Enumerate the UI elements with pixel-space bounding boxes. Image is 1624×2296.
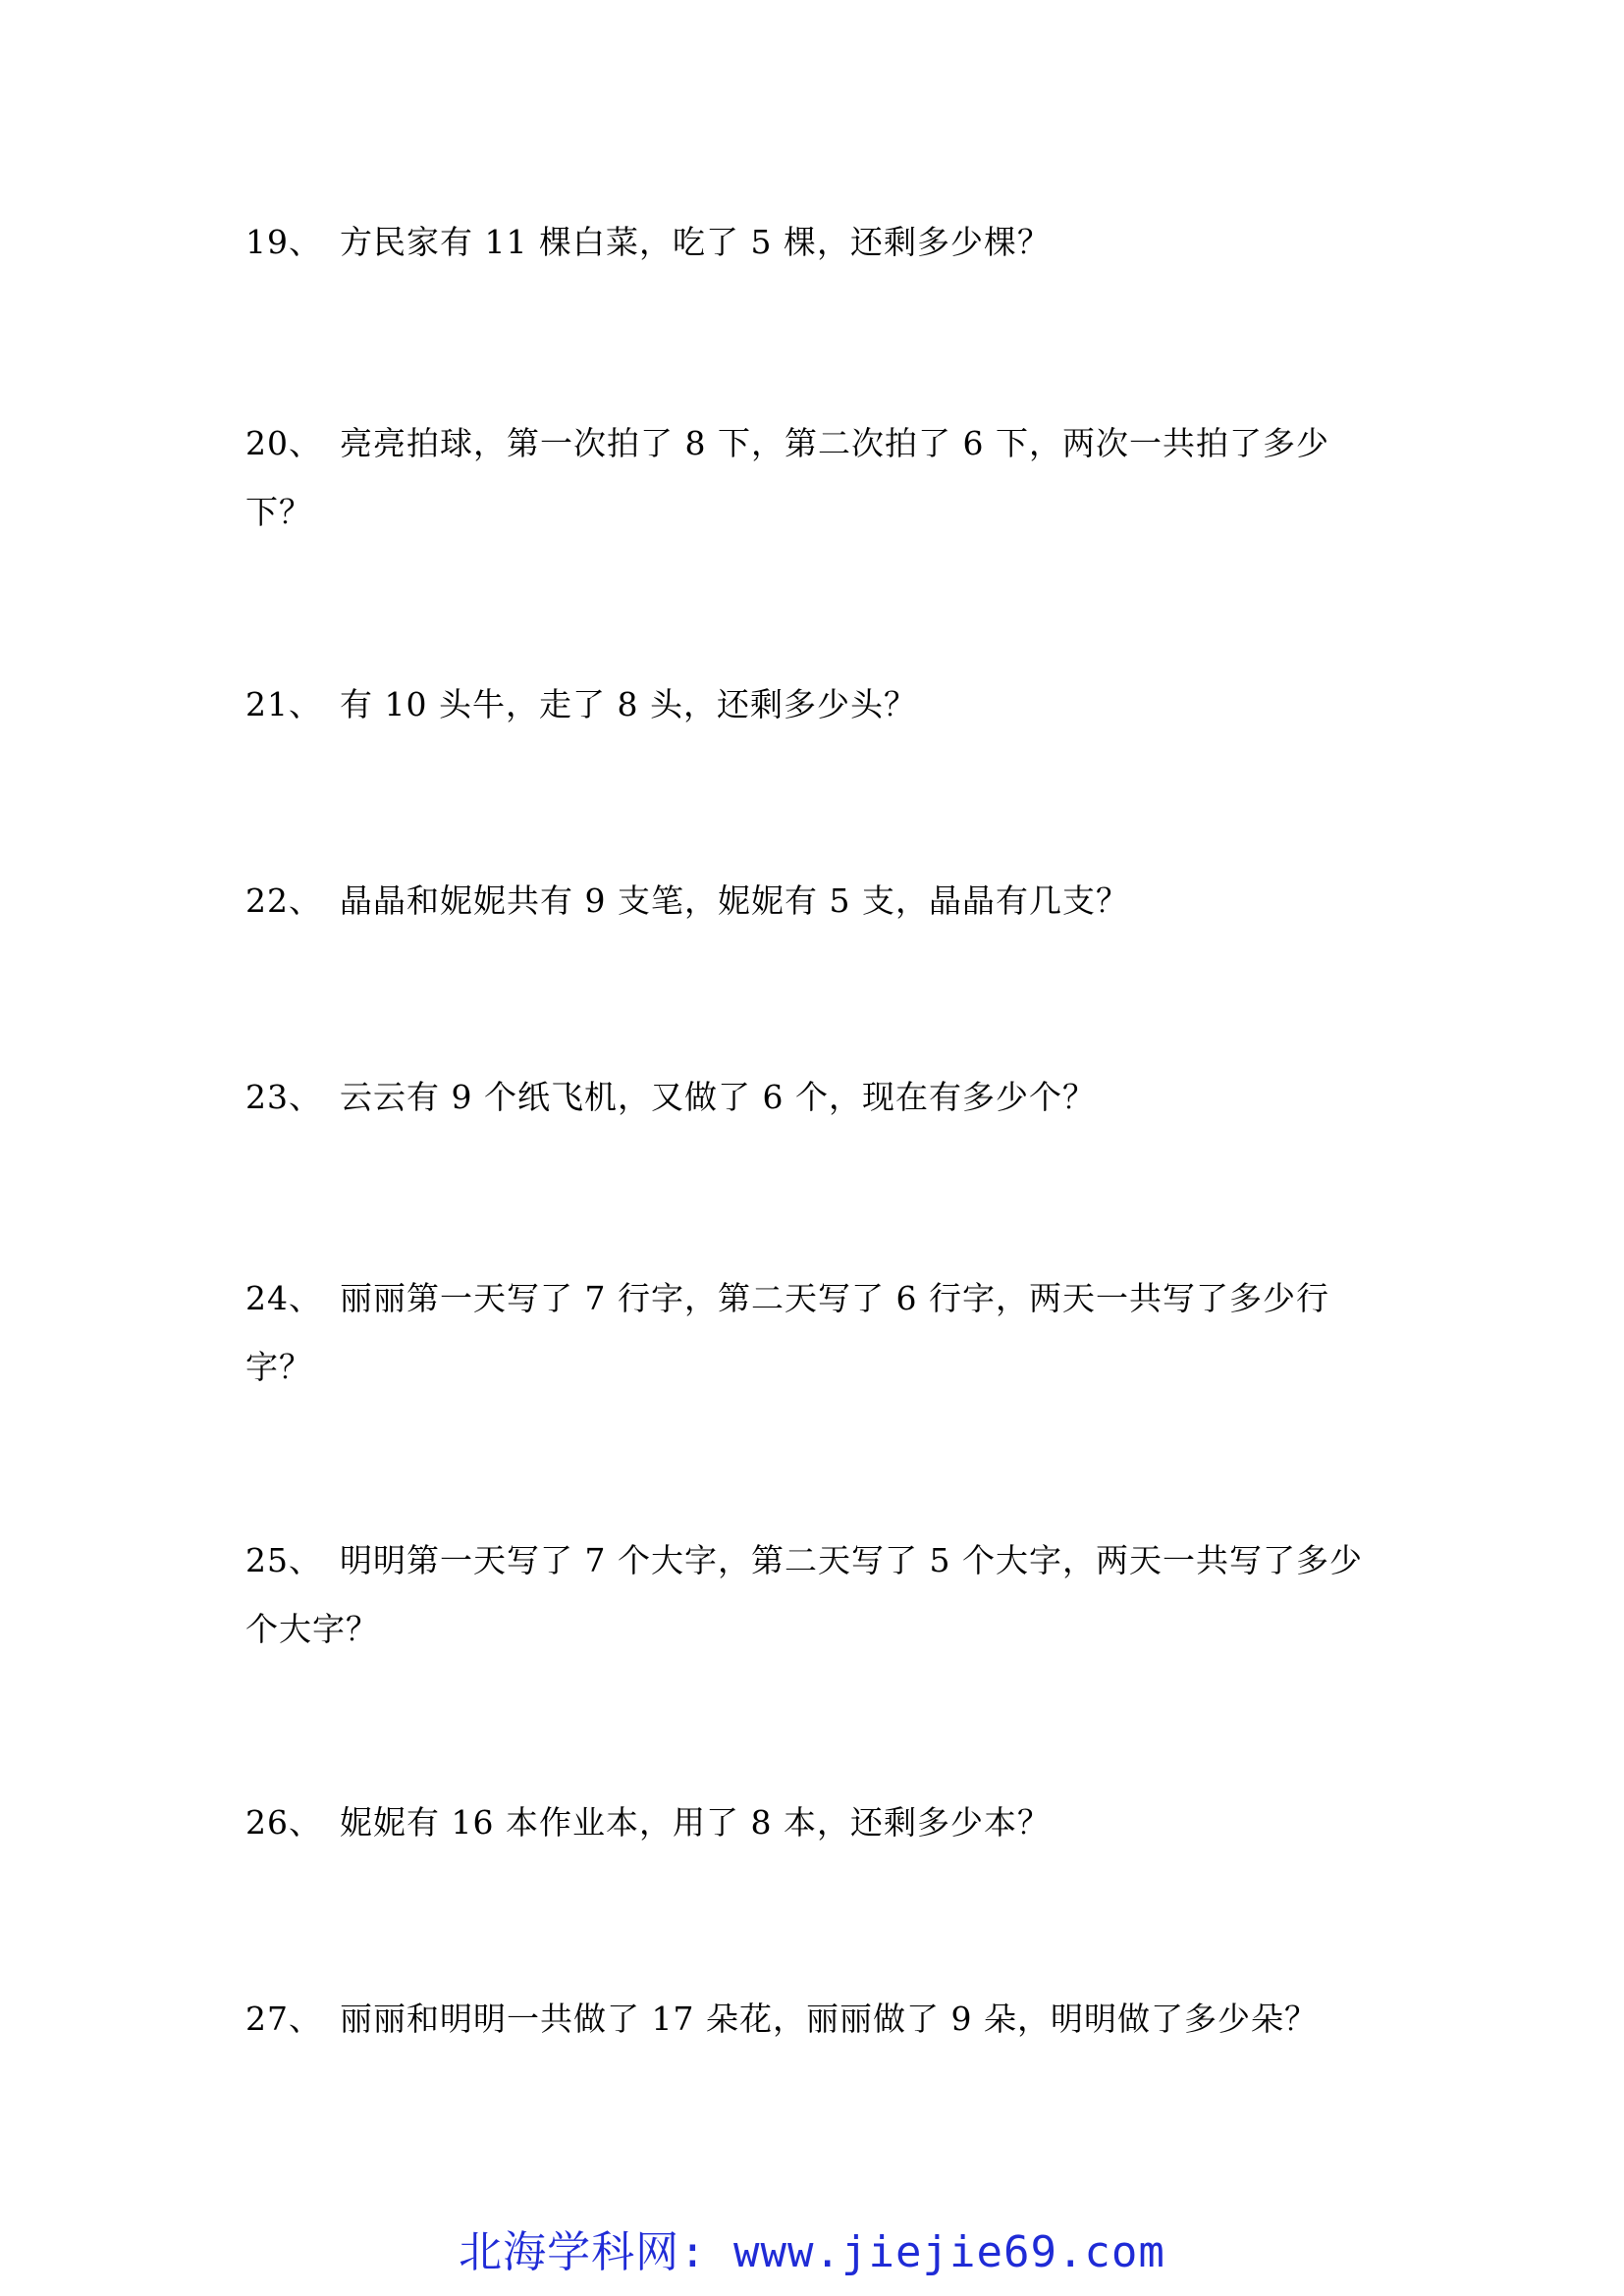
question-19 xyxy=(245,208,1365,277)
question-27 xyxy=(245,1985,1365,2054)
question-number: 21、 xyxy=(245,685,322,723)
question-text: 云云有 9 个纸飞机，又做了 6 个，现在有多少个？ xyxy=(340,1078,1096,1116)
question-number: 25、 xyxy=(245,1541,322,1579)
question-number: 20、 xyxy=(245,424,322,462)
question-25 xyxy=(245,1526,1365,1664)
question-text: 明明第一天写了 7 个大字，第二天写了 5 个大字，两天一共写了多少个大字？ xyxy=(245,1541,1363,1648)
question-26 xyxy=(245,1789,1365,1857)
question-number: 26、 xyxy=(245,1803,322,1842)
question-text: 有 10 头牛，走了 8 头，还剩多少头？ xyxy=(340,685,917,723)
question-23 xyxy=(245,1063,1365,1132)
question-text: 丽丽和明明一共做了 17 朵花，丽丽做了 9 朵，明明做了多少朵？ xyxy=(340,2000,1318,2038)
footer-website-text: 北海学科网: www.jiejie69.com xyxy=(459,2227,1165,2277)
question-text: 丽丽第一天写了 7 行字，第二天写了 6 行字，两天一共写了多少行字？ xyxy=(245,1279,1329,1386)
question-20 xyxy=(245,409,1365,547)
question-22 xyxy=(245,867,1365,935)
question-24 xyxy=(245,1264,1365,1402)
question-text: 亮亮拍球，第一次拍了 8 下，第二次拍了 6 下，两次一共拍了多少下？ xyxy=(245,424,1329,531)
question-text: 方民家有 11 棵白菜，吃了 5 棵，还剩多少棵？ xyxy=(340,223,1051,261)
question-number: 19、 xyxy=(245,223,322,261)
question-number: 22、 xyxy=(245,881,322,920)
question-text: 妮妮有 16 本作业本，用了 8 本，还剩多少本？ xyxy=(340,1803,1051,1842)
question-number: 24、 xyxy=(245,1279,322,1317)
question-number: 23、 xyxy=(245,1078,322,1116)
question-number: 27、 xyxy=(245,2000,322,2038)
question-21 xyxy=(245,670,1365,739)
question-text: 晶晶和妮妮共有 9 支笔，妮妮有 5 支，晶晶有几支？ xyxy=(340,881,1129,920)
